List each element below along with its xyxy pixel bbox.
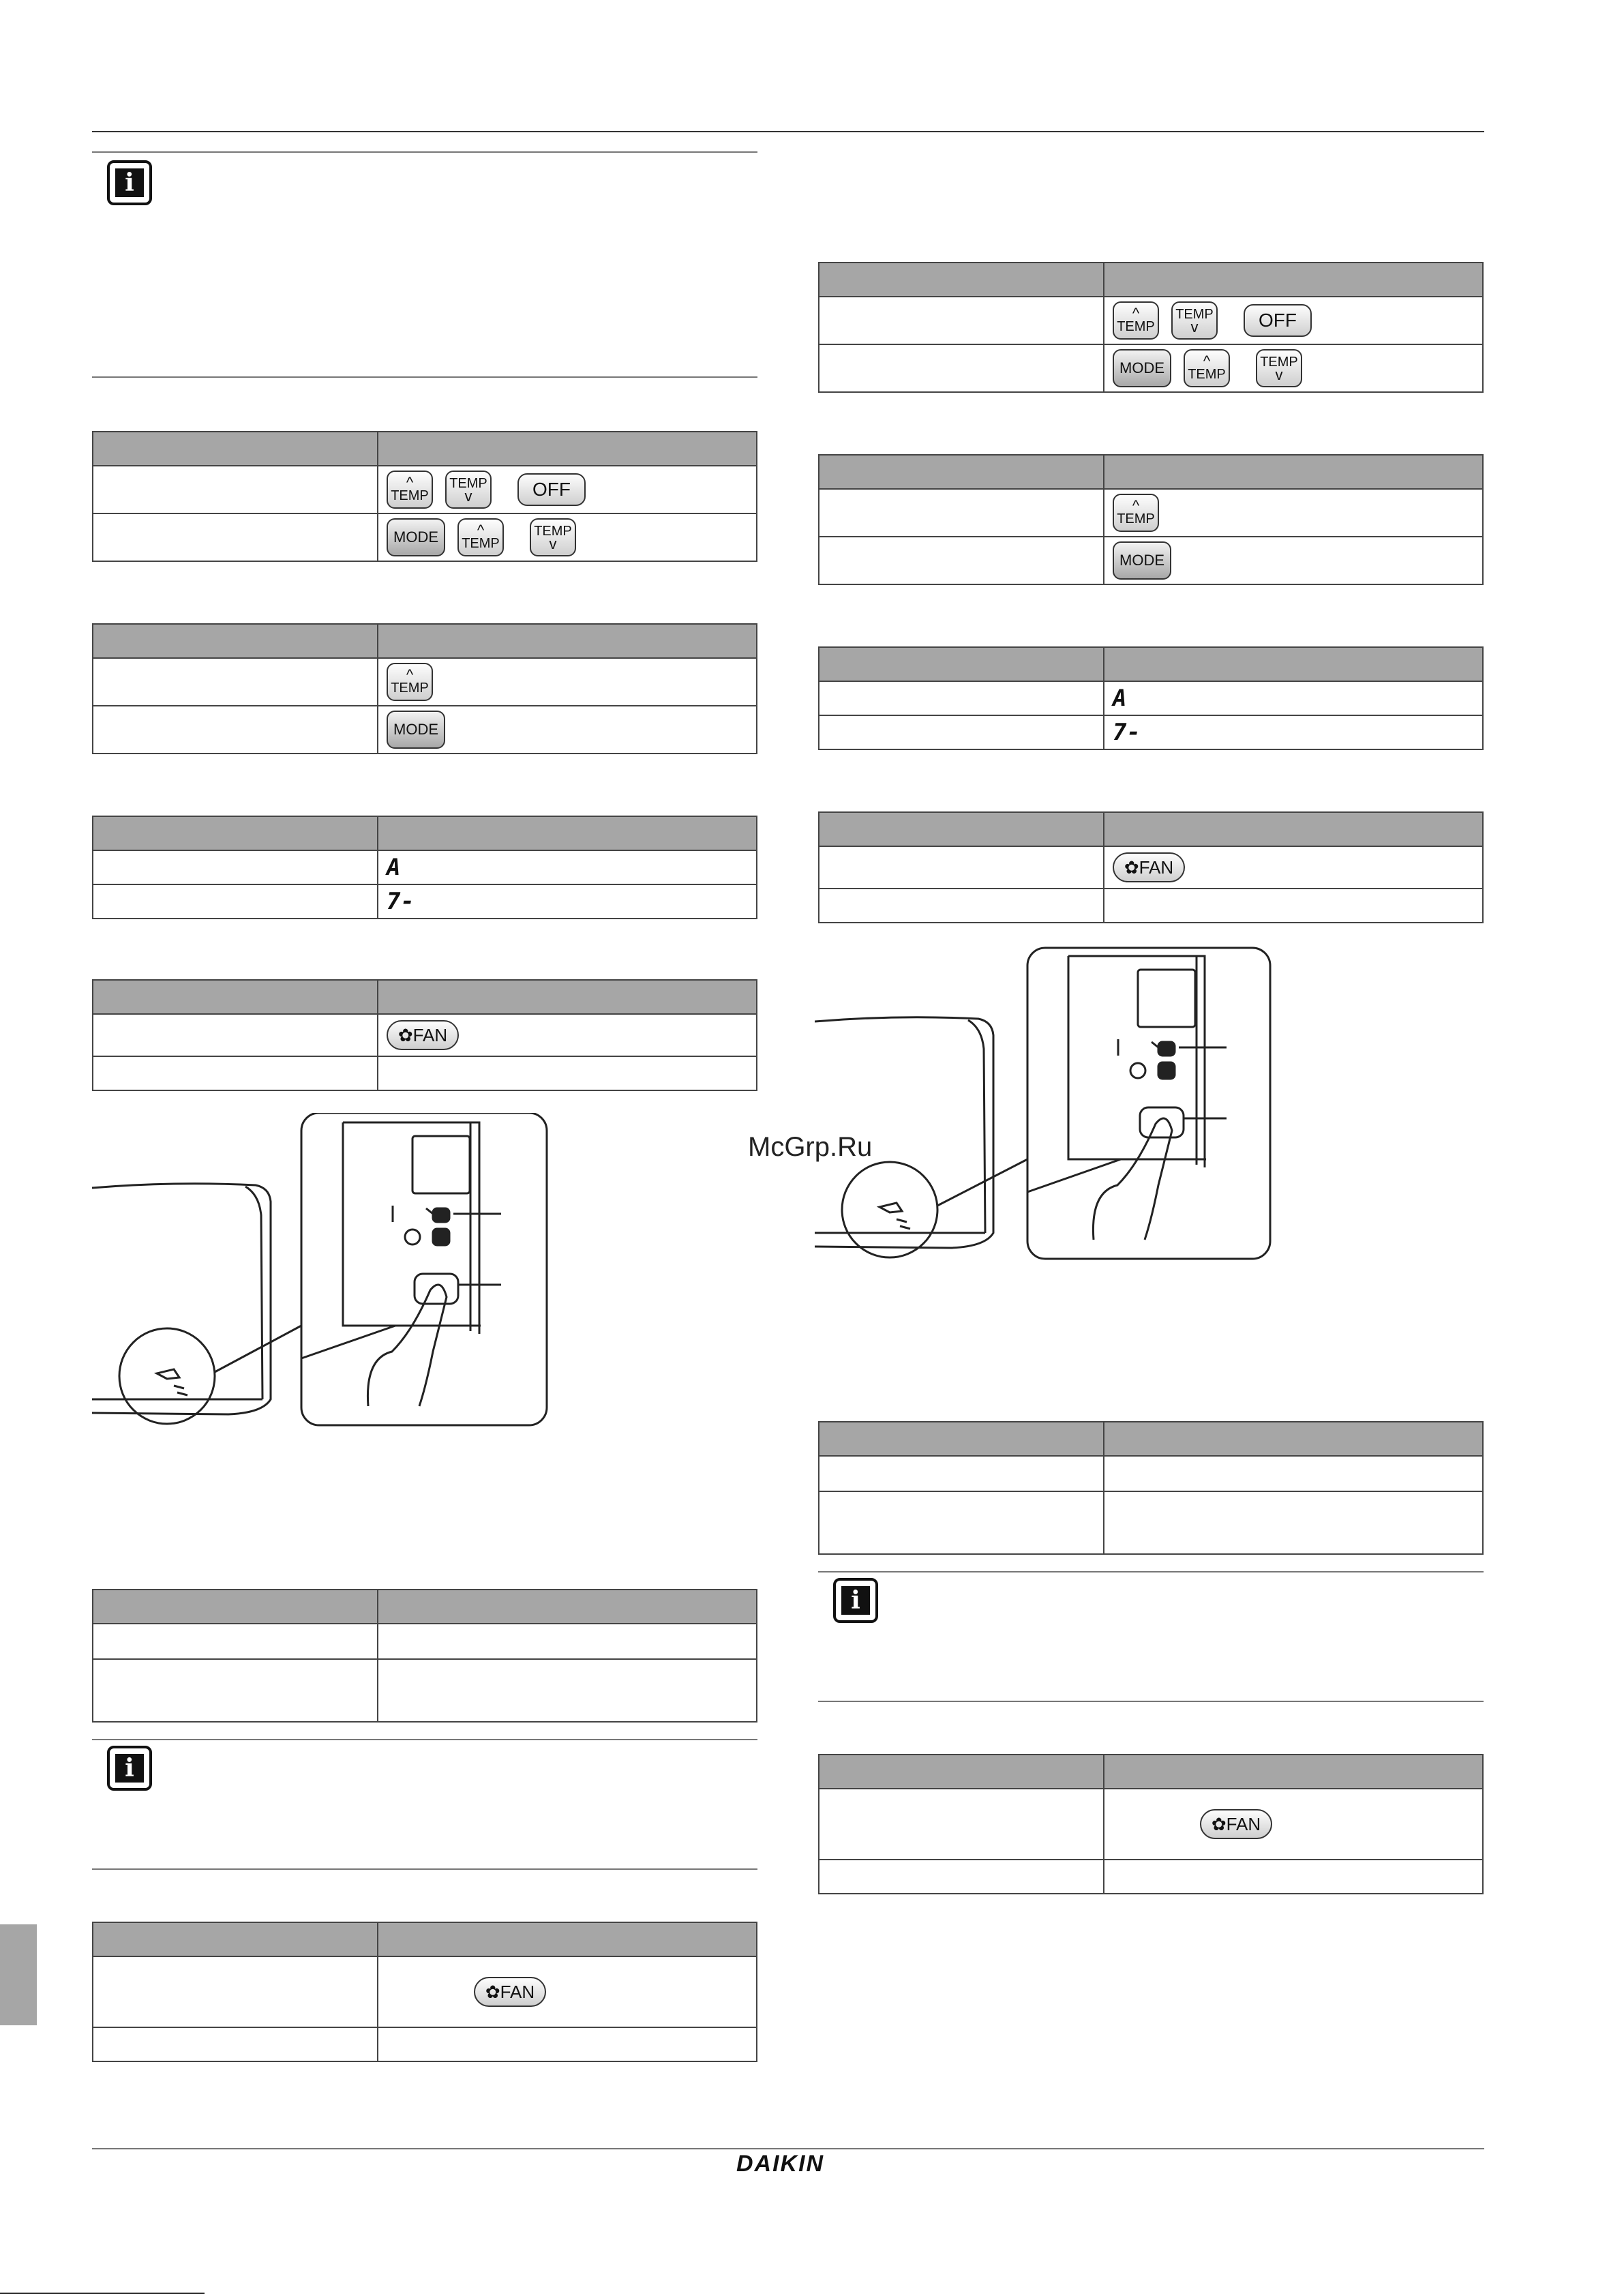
temp-up-button[interactable]: ^ TEMP <box>387 663 433 701</box>
segment-display-7: 7- <box>387 888 415 915</box>
temp-up-button[interactable]: ^ TEMP <box>1184 349 1230 387</box>
info-box-top-rule-3 <box>818 1571 1484 1572</box>
mode-button[interactable]: MODE <box>387 518 445 556</box>
table-left-3 <box>92 816 757 919</box>
footer-rule <box>92 2148 1484 2149</box>
table-right-4 <box>818 811 1484 923</box>
info-box-top-rule-2 <box>92 1739 757 1740</box>
temp-up-button[interactable]: ^ TEMP <box>457 518 504 556</box>
table-right-6 <box>818 1754 1484 1894</box>
info-icon: i <box>107 1746 152 1791</box>
table-right-1 <box>818 262 1484 393</box>
table-left-1 <box>92 431 757 562</box>
info-box-top-rule-1 <box>92 151 757 153</box>
table-right-3 <box>818 646 1484 750</box>
fan-button[interactable]: ✿ FAN <box>1200 1809 1272 1839</box>
temp-down-button[interactable]: TEMP v <box>1256 349 1302 387</box>
off-button[interactable]: OFF <box>1244 304 1312 337</box>
fan-button[interactable]: ✿ FAN <box>1113 852 1185 882</box>
segment-display-a: A <box>1113 685 1127 712</box>
temp-down-button[interactable]: TEMP v <box>1171 301 1218 340</box>
info-box-bottom-rule-3 <box>818 1701 1484 1702</box>
mode-button[interactable]: MODE <box>1113 349 1171 387</box>
temp-down-button[interactable]: TEMP v <box>530 518 576 556</box>
table-left-2 <box>92 623 757 754</box>
table-right-2 <box>818 454 1484 585</box>
off-button[interactable]: OFF <box>517 473 586 506</box>
temp-down-button[interactable]: TEMP v <box>445 471 492 509</box>
mode-button[interactable]: MODE <box>1113 541 1171 580</box>
table-left-6 <box>92 1922 757 2062</box>
page-header-rule <box>92 131 1484 132</box>
mode-button[interactable]: MODE <box>387 711 445 749</box>
info-icon: i <box>107 160 152 205</box>
table-right-5 <box>818 1421 1484 1555</box>
fan-button[interactable]: ✿ FAN <box>474 1977 546 2007</box>
bottom-edge-rule <box>0 2293 205 2294</box>
info-icon: i <box>833 1578 878 1623</box>
indoor-unit-illustration <box>92 1113 549 1428</box>
indoor-unit-illustration <box>815 946 1272 1262</box>
table-left-5 <box>92 1589 757 1723</box>
segment-display-7: 7- <box>1113 719 1141 746</box>
daikin-logo: DAIKIN <box>736 2151 825 2177</box>
info-box-bottom-rule-2 <box>92 1868 757 1870</box>
temp-up-button[interactable]: ^ TEMP <box>1113 494 1159 532</box>
segment-display-a: A <box>387 854 401 881</box>
fan-button[interactable]: ✿ FAN <box>387 1020 459 1050</box>
temp-up-button[interactable]: ^ TEMP <box>387 471 433 509</box>
table-left-4 <box>92 979 757 1091</box>
info-box-bottom-rule-1 <box>92 376 757 378</box>
temp-up-button[interactable]: ^ TEMP <box>1113 301 1159 340</box>
watermark: McGrp.Ru <box>748 1132 873 1162</box>
side-tab <box>0 1924 37 2025</box>
